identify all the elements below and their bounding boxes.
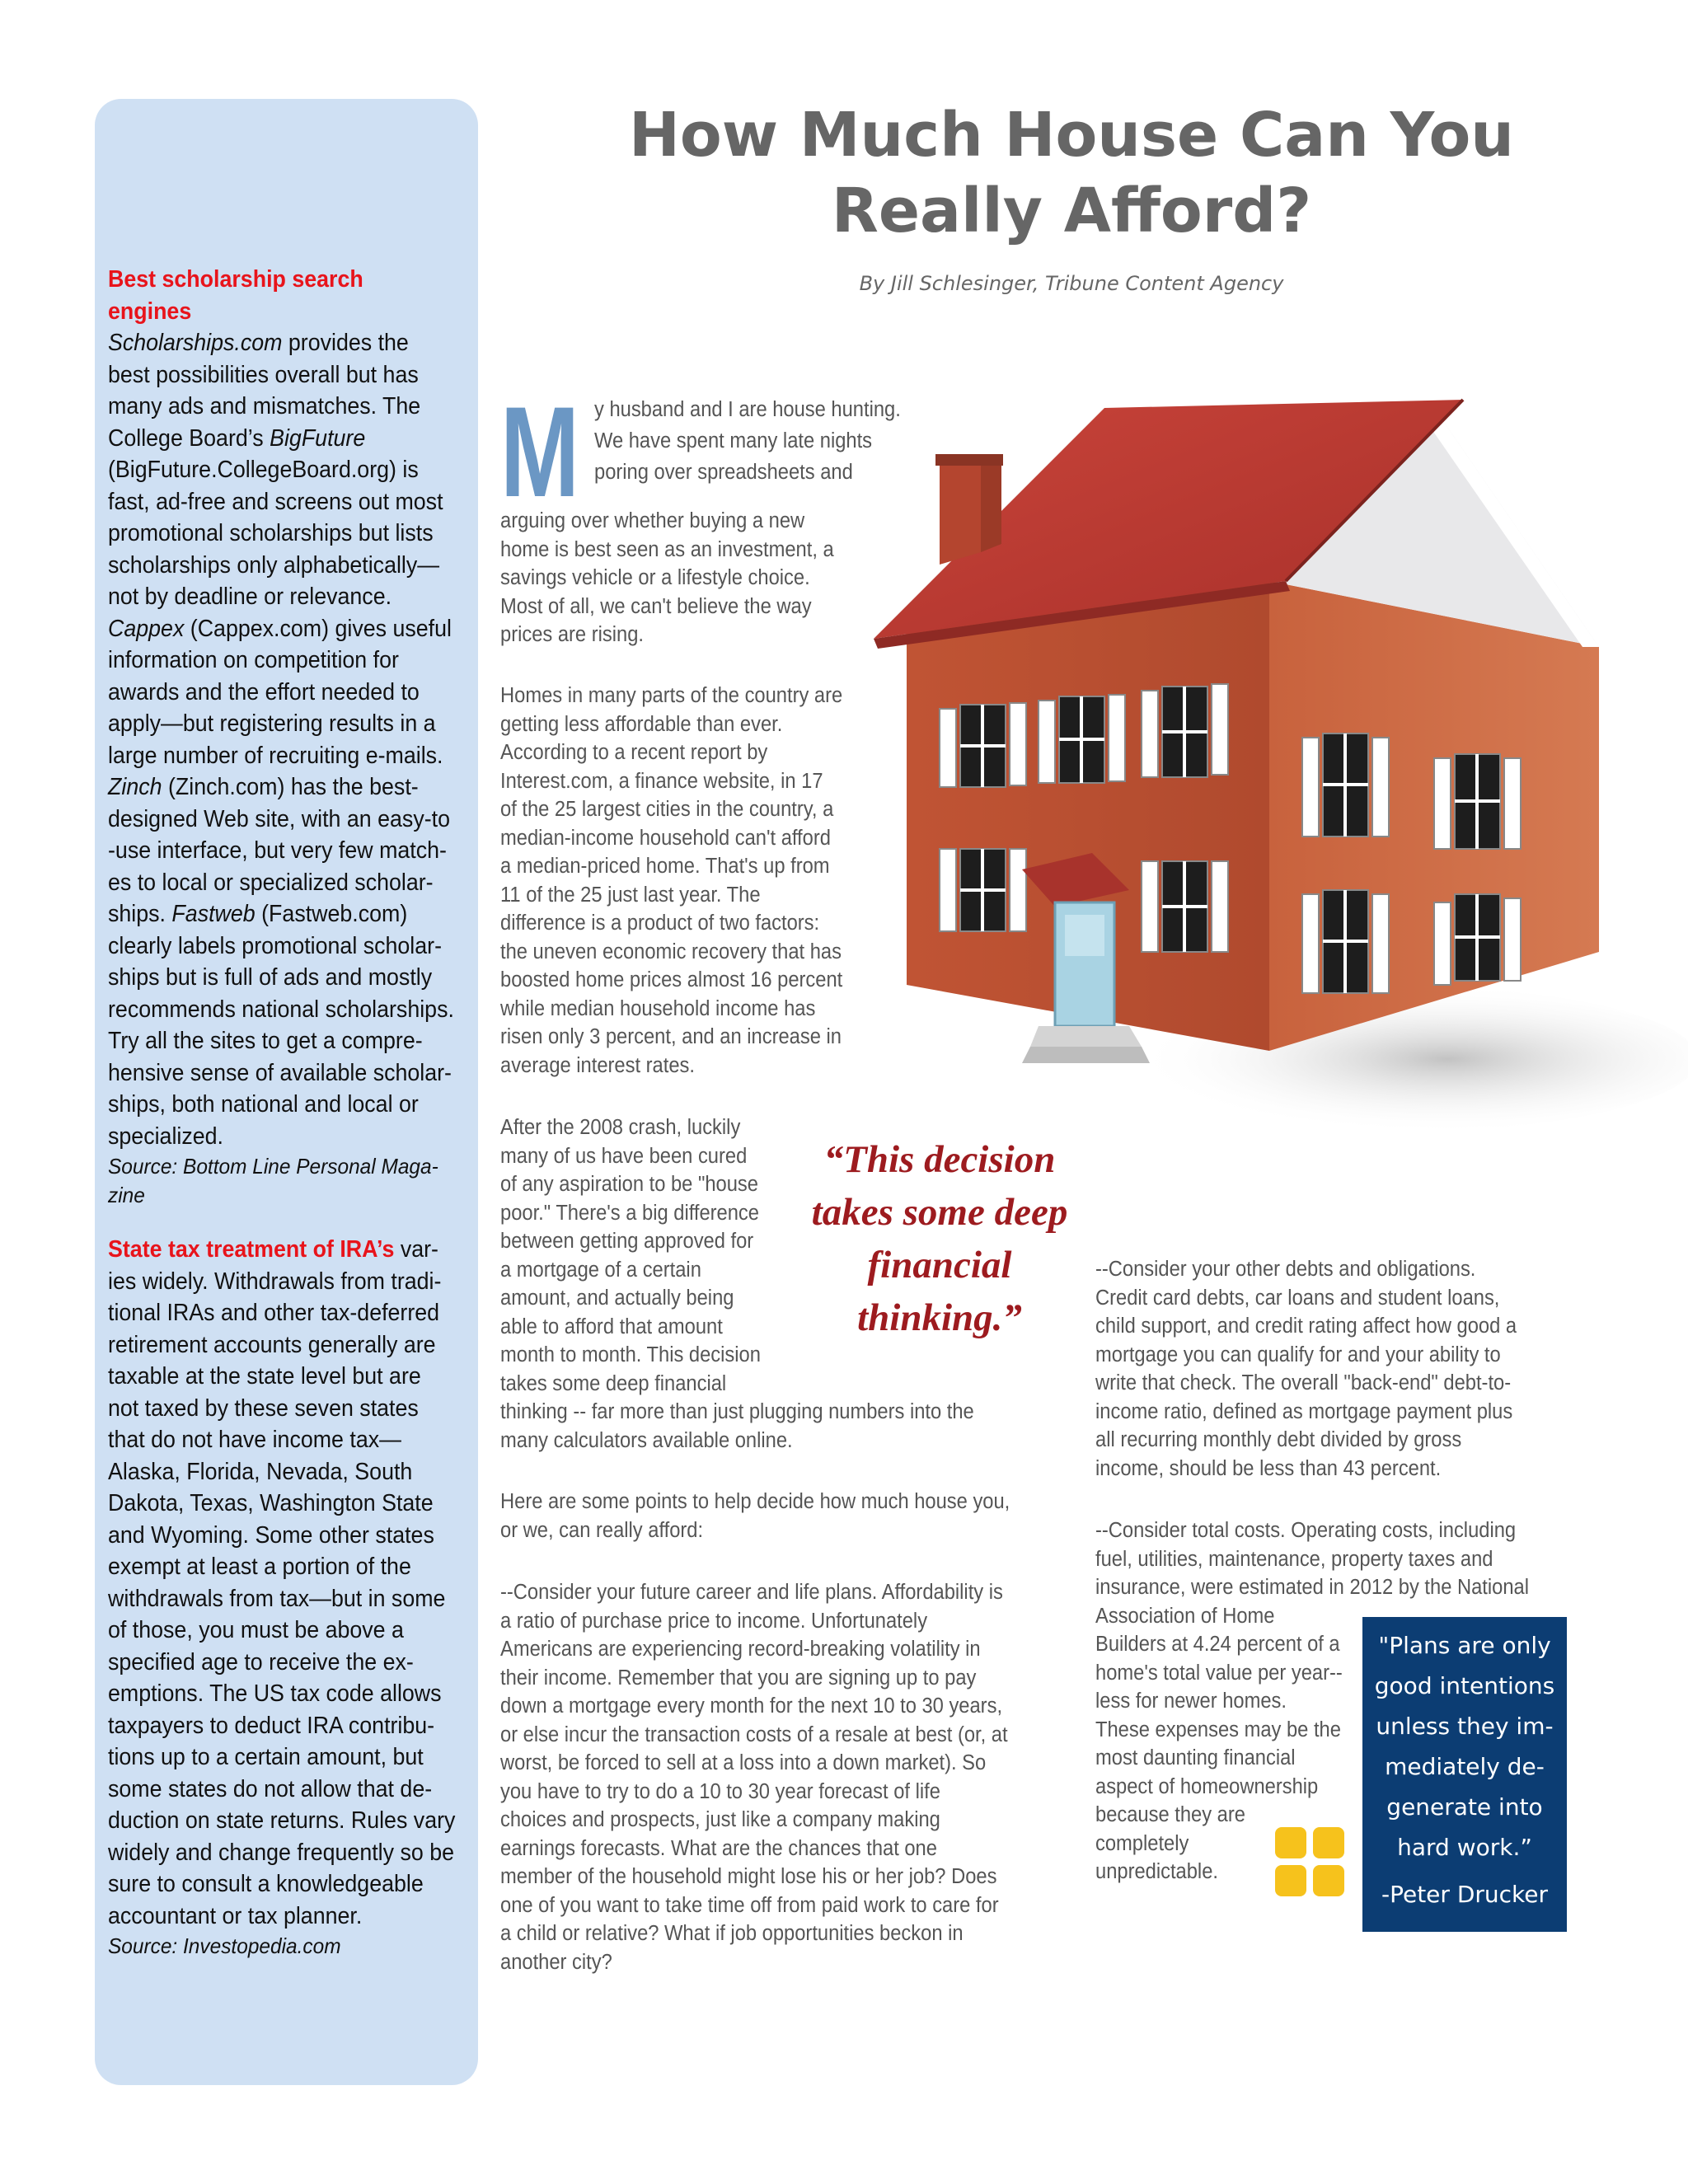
text-line: recommends national scholarships.: [108, 996, 454, 1023]
text-line: thinking.”: [857, 1296, 1022, 1339]
text-line: fast, ad-free and screens out most: [108, 488, 443, 515]
text-line: thinking -- far more than just plugging numbers into the: [500, 1400, 974, 1423]
text-line: home's total value per year--: [1095, 1661, 1343, 1685]
text-line: not by deadline or relevance.: [108, 583, 392, 610]
text-line: mortgage you can qualify for and your ability to: [1095, 1343, 1501, 1366]
text-line: takes some deep: [811, 1191, 1068, 1234]
text-line: poring over spreadsheets and: [594, 461, 853, 484]
text-line: difference is a product of two factors:: [500, 912, 820, 935]
title-line: Really Afford?: [831, 176, 1312, 246]
text-line: 11 of the 25 just last year. The: [500, 883, 761, 907]
text-line: earnings forecasts. What are the chances that one: [500, 1836, 937, 1860]
text-line: able to afford that amount: [500, 1315, 723, 1338]
text-line: ships but is full of ads and mostly: [108, 964, 433, 991]
title-line: How Much House Can You: [629, 100, 1514, 171]
text-line: and Wyoming. Some other states: [108, 1521, 434, 1549]
sidebar-ira-body: [108, 1266, 456, 1933]
text-line: mediately de-: [1385, 1753, 1545, 1780]
text-line: ies widely. Withdrawals from tradi-: [108, 1268, 442, 1295]
text-line: you have to try to do a 10 to 30 year forecast of life: [500, 1779, 940, 1803]
text-line: month to month. This decision: [500, 1343, 761, 1366]
four-squares-icon: [1273, 1825, 1346, 1898]
text-line: best possibilities overall but has: [108, 361, 419, 388]
text-line: some states do not allow that de-: [108, 1775, 433, 1802]
text-line: promotional scholarships but lists: [108, 520, 434, 546]
text-line: apply—but registering results in a: [108, 710, 436, 737]
text-line: Most of all, we can't believe the way: [500, 594, 812, 618]
text-line: child support, and credit rating affect how good a: [1095, 1315, 1517, 1338]
drucker-attribution: -Peter Drucker: [1381, 1881, 1548, 1908]
text-line: widely and change frequently so be: [108, 1839, 455, 1866]
text-line: good intentions: [1374, 1672, 1555, 1699]
text-line: y husband and I are house hunting.: [594, 398, 901, 421]
text-line: emptions. The US tax code allows: [108, 1680, 442, 1707]
text-line: hensive sense of available scholar-: [108, 1059, 452, 1086]
text-line: Here are some points to help decide how much house you,: [500, 1490, 1010, 1513]
text-line: takes some deep financial: [500, 1371, 727, 1395]
sidebar-ira-source: Source: Investopedia.com: [108, 1933, 341, 1958]
text-line: College Board’s BigFuture: [108, 424, 366, 452]
text-line: between getting approved for: [500, 1230, 754, 1253]
sidebar-scholarship-section: [108, 264, 454, 1210]
text-line: --Consider your future career and life plans. Affordability is: [500, 1581, 1003, 1604]
sidebar-scholarship-source: [108, 1152, 449, 1210]
text-line: exempt at least a portion of the: [108, 1554, 411, 1580]
text-line: fuel, utilities, maintenance, property taxes and: [1095, 1547, 1493, 1571]
text-line: specialized.: [108, 1122, 223, 1150]
text-line: prices are rising.: [500, 623, 644, 646]
text-line: Cappex (Cappex.com) gives useful: [108, 615, 452, 642]
text-line: average interest rates.: [500, 1053, 695, 1077]
text-line: choices and prospects, just like a company making: [500, 1808, 940, 1831]
text-line: a median-priced home. That's up from: [500, 855, 830, 878]
text-line: another city?: [500, 1950, 612, 1974]
text-line: income, should be less than 43 percent.: [1095, 1456, 1442, 1480]
text-line: generate into: [1386, 1793, 1543, 1821]
text-line: Credit card debts, car loans and student loans,: [1095, 1286, 1500, 1310]
text-line: large number of recruiting e-mails.: [108, 742, 443, 769]
text-line: accountant or tax planner.: [108, 1902, 363, 1929]
text-line: Dakota, Texas, Washington State: [108, 1490, 434, 1516]
text-line: worst, be forced to sell at a loss into a down market). So: [500, 1751, 987, 1774]
text-line: specified age to receive the ex-: [108, 1648, 414, 1675]
text-line: or we, can really afford:: [500, 1518, 704, 1542]
text-line: --Consider total costs. Operating costs, including: [1095, 1519, 1517, 1542]
text-line: all recurring monthly debt divided by gross: [1095, 1428, 1462, 1451]
text-line: designed Web site, with an easy-to: [108, 805, 450, 832]
text-line: Zinch (Zinch.com) has the best-: [108, 774, 419, 800]
text-line: not taxed by these seven states: [108, 1394, 419, 1422]
text-line: unpredictable.: [1095, 1860, 1218, 1883]
text-line: less for newer homes.: [1095, 1690, 1287, 1713]
paragraph-2: [500, 682, 842, 1080]
text-line: many ads and mismatches. The: [108, 393, 421, 419]
text-line: scholarships only alphabetically—: [108, 551, 440, 579]
text-line: a mortgage of a certain: [500, 1258, 701, 1282]
text-line: retirement accounts generally are: [108, 1331, 436, 1358]
text-line: taxpayers to deduct IRA contribu-: [108, 1712, 435, 1739]
sidebar-ira-first-rest: var-: [394, 1236, 438, 1263]
text-line: “This decision: [823, 1138, 1056, 1181]
text-line: their income. Remember that you are signing up to pay: [500, 1666, 977, 1690]
text-line: while median household income has: [500, 996, 816, 1020]
text-line: tional IRAs and other tax-deferred: [108, 1300, 440, 1326]
text-line: arguing over whether buying a new: [500, 509, 805, 532]
text-line: -use interface, but very few match-: [108, 837, 447, 864]
text-line: Builders at 4.24 percent of a: [1095, 1633, 1340, 1656]
text-line: taxable at the state level but are: [108, 1363, 421, 1390]
paragraph-4: [500, 1488, 1010, 1544]
text-line: or else incur the transaction costs of a resale at best (or, at: [500, 1722, 1008, 1746]
drucker-quote: [1362, 1625, 1567, 1868]
text-line: amount, and actually being: [500, 1286, 734, 1310]
text-line: of those, you must be above a: [108, 1617, 404, 1643]
text-line: Americans are experiencing record-breaking volatility in: [500, 1638, 981, 1661]
text-line: Try all the sites to get a compre-: [108, 1028, 423, 1054]
text-line: After the 2008 crash, luckily: [500, 1116, 741, 1139]
text-line: --Consider your other debts and obligations.: [1095, 1258, 1476, 1281]
article-title: [577, 97, 1566, 249]
text-line: "Plans are only: [1378, 1632, 1551, 1659]
text-line: completely: [1095, 1831, 1189, 1855]
text-line: many calculators available online.: [500, 1428, 793, 1452]
text-line: getting less affordable than ever.: [500, 712, 783, 736]
pull-quote: [791, 1133, 1088, 1344]
text-line: most daunting financial: [1095, 1746, 1296, 1769]
text-line: because they are: [1095, 1803, 1245, 1826]
sidebar-ira-section: [108, 1234, 456, 1961]
text-line: one of you want to take time off from paid work to care for: [500, 1893, 999, 1917]
text-line: We have spent many late nights: [594, 429, 873, 452]
text-line: many of us have been cured: [500, 1144, 748, 1168]
text-line: down a mortgage every month for the next 10 to 30 years,: [500, 1694, 1003, 1718]
drop-cap: [499, 381, 581, 524]
text-line: income ratio, defined as mortgage payment plus: [1095, 1399, 1513, 1423]
paragraph-5: [500, 1578, 1008, 1976]
text-line: es to local or specialized scholar-: [108, 869, 434, 896]
text-line: Interest.com, a finance website, in 17: [500, 769, 823, 793]
text-line: home is best seen as an investment, a: [500, 537, 834, 561]
text-line: hard work.”: [1397, 1834, 1532, 1861]
text-line: awards and the effort needed to: [108, 678, 420, 705]
text-line: boosted home prices almost 16 percent: [500, 968, 843, 991]
text-line: Homes in many parts of the country are: [500, 684, 843, 707]
text-line: median-income household can't afford: [500, 826, 831, 850]
text-line: insurance, were estimated in 2012 by the National: [1095, 1576, 1530, 1599]
text-line: Scholarships.com provides the: [108, 330, 409, 356]
text-line: a ratio of purchase price to income. Unfortunately: [500, 1609, 928, 1633]
svg-text:M: M: [500, 381, 579, 524]
text-line: Alaska, Florida, Nevada, South: [108, 1458, 413, 1485]
text-line: withdrawals from tax—but in some: [108, 1585, 446, 1612]
intro-paragraph: [594, 394, 901, 488]
text-line: information on competition for: [108, 647, 399, 673]
article-byline: By Jill Schlesinger, Tribune Content Agency: [859, 272, 1284, 295]
text-line: the uneven economic recovery that has: [500, 940, 842, 963]
text-line: (BigFuture.CollegeBoard.org) is: [108, 457, 419, 483]
text-line: risen only 3 percent, and an increase in: [500, 1025, 842, 1048]
text-line: member of the household might lose his or her job? Does: [500, 1865, 997, 1888]
text-line: of any aspiration to be "house: [500, 1173, 758, 1196]
drucker-quote-box: [1362, 1617, 1567, 1932]
text-line: tions up to a certain amount, but: [108, 1744, 424, 1770]
text-line: ships. Fastweb (Fastweb.com): [108, 901, 408, 927]
house-illustration: [857, 375, 1688, 1150]
text-line: Association of Home: [1095, 1604, 1275, 1628]
source-line: Source: Bottom Line Personal Maga-: [108, 1154, 438, 1179]
text-line: clearly labels promotional scholar-: [108, 932, 443, 959]
text-line: These expenses may be the: [1095, 1718, 1341, 1741]
text-line: write that check. The overall "back-end" debt-to-: [1095, 1371, 1512, 1394]
text-line: ships, both national and local or: [108, 1091, 419, 1118]
text-line: unless they im-: [1376, 1713, 1554, 1740]
text-line: aspect of homeownership: [1095, 1774, 1319, 1798]
paragraph-1: [500, 507, 834, 649]
text-line: savings vehicle or a lifestyle choice.: [500, 566, 810, 589]
text-line: duction on state returns. Rules vary: [108, 1807, 456, 1834]
sidebar-scholarship-body: [108, 327, 454, 1152]
text-line: financial: [867, 1244, 1012, 1286]
text-line: sure to consult a knowledgeable: [108, 1871, 424, 1897]
text-line: of the 25 largest cities in the country, a: [500, 798, 834, 821]
text-line: that do not have income tax—: [108, 1427, 401, 1453]
text-line: a child or relative? What if job opportunities beckon in: [500, 1922, 964, 1945]
sidebar-heading-ira: State tax treatment of IRA’s: [108, 1236, 395, 1263]
text-line: According to a recent report by: [500, 741, 768, 764]
source-line: zine: [108, 1183, 145, 1207]
sidebar-heading-scholarship: Best scholarship search engines: [108, 266, 363, 325]
text-line: poor." There's a big difference: [500, 1201, 759, 1225]
paragraph-debts: [1095, 1255, 1517, 1483]
